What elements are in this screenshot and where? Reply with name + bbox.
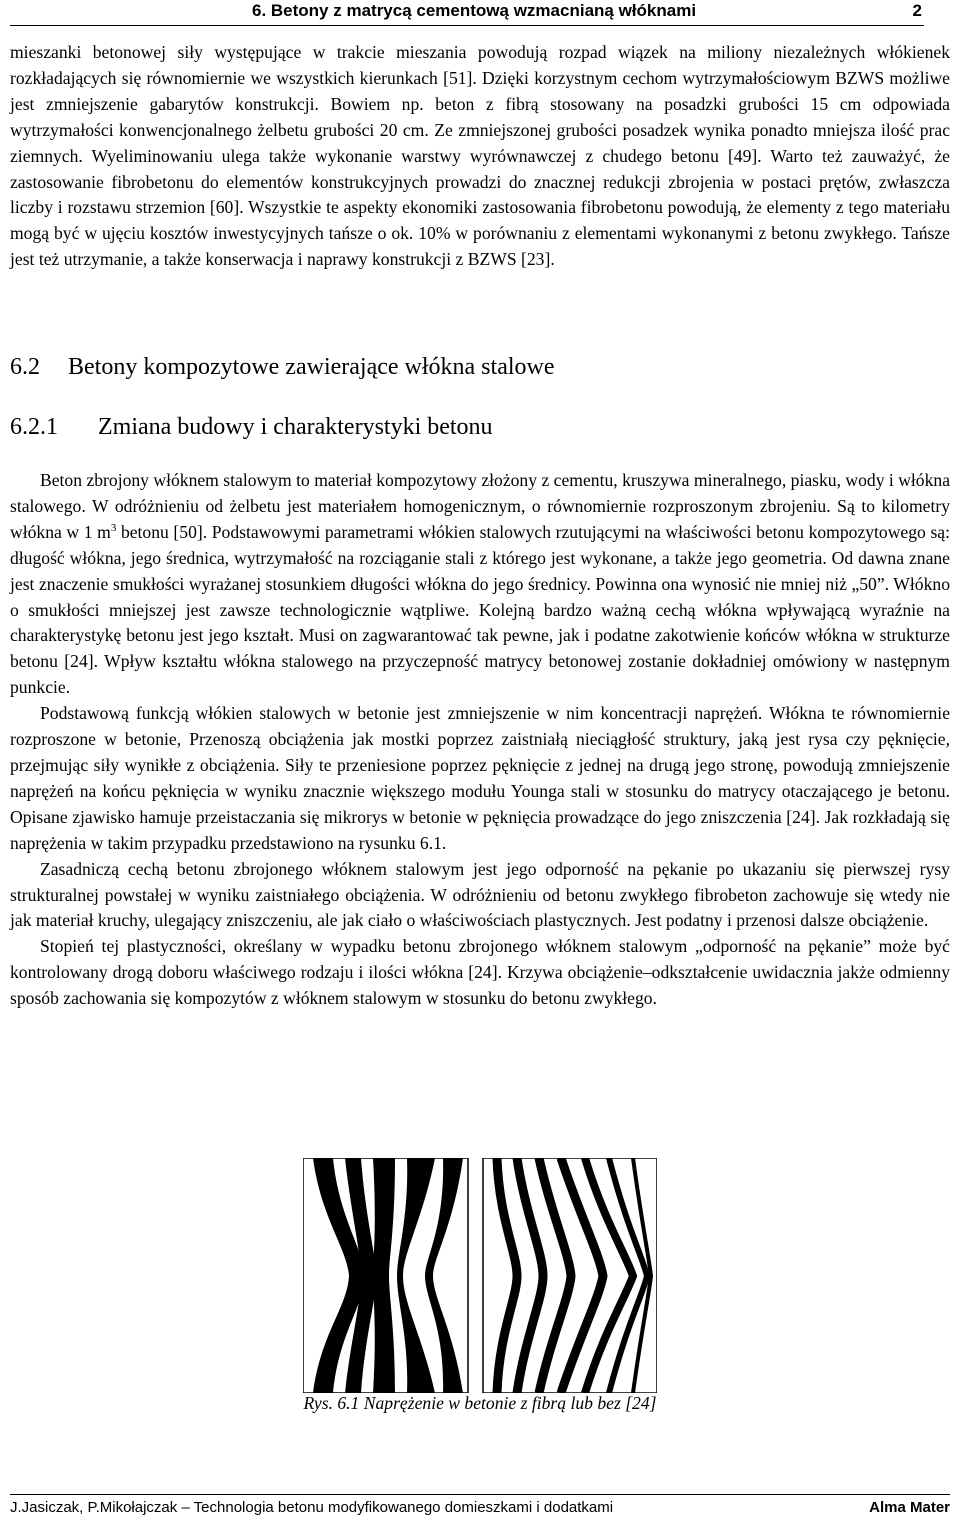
footer-publisher: Alma Mater (869, 1499, 950, 1516)
stress-flow-illustration (303, 1158, 657, 1393)
body-text-main (10, 468, 950, 1012)
page-header (10, 0, 924, 26)
body-text-top (10, 40, 950, 273)
paragraph: mieszanki betonowej siły występujące w trakcie mieszania powodują rozpad wiązek na miliony niezależnych włókienek rozkładających się równomiernie we wszystkich kierunkach [51]. Dzięki korzystnym cechom wytrzymałościowym BZWS możliwe jest zmniejszenie gabarytów konstrukcji. Bowiem np. beton z fibrą stosowany na posadzki grubości 15 cm odpowiada wytrzymałości konwencjonalnego żelbetu grubości 20 cm. Ze zmniejszonej grubości posadzek wynika ponadto mniejsza ilość prac ziemnych. Wyeliminowaniu ulega także wykonanie warstwy wyrównawczej z chudego betonu [49]. Warto też zauważyć, że zastosowanie fibrobetonu do elementów konstrukcyjnych prowadzi do znacznej redukcji zbrojenia w postaci prętów, zwłaszcza liczby i rozstawu strzemion [60]. Wszystkie te aspekty ekonomiki zastosowania fibrobetonu powodują, że elementy z tego materiału mogą być w ujęciu kosztów inwestycyjnych tańsze o ok. 10% w porównaniu z elementami wykonanymi z betonu zwykłego. Tańsze jest też utrzymanie, a także konserwacja i naprawy konstrukcji z BZWS [23]. (10, 42, 950, 270)
footer-authors: J.Jasiczak, P.Mikołajczak – Technologia betonu modyfikowanego domieszkami i dodatkami (10, 1499, 614, 1516)
figure-stress-diagram (303, 1158, 657, 1393)
page-number: 2 (912, 1, 922, 20)
paragraph: Podstawową funkcją włókien stalowych w betonie jest zmniejszenie w nim koncentracji naprężeń. Włókna te równomiernie rozproszone w betonie, Przenoszą obciążenia jak mostki poprzez zaistniałą nieciągłość struktury, jaką jest rysa czy pęknięcie, przejmując siły wynikłe z obciążenia. Siły te przeniesione poprzez pęknięcie z jednej na drugą jego stronę, powodują zmniejszenie naprężeń na końcu pęknięcia w wyniku znacznie większego modułu Younga stali w stosunku do matrycy otaczającego je betonu. Opisane zjawisko hamuje przeistaczania się mikrorys w betonie w pęknięcia prowadzące do jego zniszczenia [24]. Jak rozkładają się naprężenia w takim przypadku przedstawiono na rysunku 6.1. (10, 703, 950, 853)
section-title: Betony kompozytowe zawierające włókna stalowe (68, 354, 555, 380)
chapter-title: 6. Betony z matrycą cementową wzmacnianą włóknami (252, 1, 697, 20)
section-number: 6.2 (10, 354, 40, 380)
paragraph-text: Beton zbrojony włóknem stalowym to materiał kompozytowy złożony z cementu, kruszywa mineralnego, piasku, wody i włókna stalowego. W odróżnieniu od żelbetu jest materiałem homogenicznym, o równomiernie rozproszonym zbrojeniu. Są to kilometry włókna w 1 m (10, 470, 950, 542)
subsection-heading (10, 414, 493, 441)
paragraph-text: betonu [50]. Podstawowymi parametrami włókien stalowych rzutującymi na właściwości betonu kompozytowego są: długość włókna, jego średnica, wytrzymałość na rozciąganie stali z którego jest wykonane, a także jego geometria. Od dawna znane jest znaczenie smukłości wyrażanej stosunkiem długości włókna do jego średnicy. Powinna ona wynosić nie mniej niż „50”. Włókno o smukłości mniejszej jest zawsze technologicznie wątpliwe. Kolejną bardzo ważną cechą włókna wpływającą wyraźnie na charakterystykę betonu jest jego kształt. Musi on zagwarantować tak pewne, jak i podatne zakotwienie końców włókna w strukturze betonu [24]. Wpływ kształtu włókna stalowego na przyczepność matrycy betonowej zostanie dokładniej omówiony w następnym punkcie. (10, 521, 950, 698)
figure-caption: Rys. 6.1 Naprężenie w betonie z fibrą lub bez [24] (303, 1393, 657, 1413)
page-footer (10, 1494, 950, 1516)
subsection-title: Zmiana budowy i charakterystyki betonu (98, 414, 493, 440)
superscript: 3 (110, 521, 117, 534)
paragraph: Stopień tej plastyczności, określany w wypadku betonu zbrojonego włóknem stalowym „odporność na pękanie” może być kontrolowany drogą doboru właściwego rodzaju i ilości włókna [24]. Krzywa obciążenie–odkształcenie uwidacznia jakże odmienny sposób zachowania się kompozytów z włóknem stalowym w stosunku do betonu zwykłego. (10, 936, 950, 1009)
paragraph: Zasadniczą cechą betonu zbrojonego włóknem stalowym jest jego odporność na pękanie po ukazaniu się pierwszej rysy strukturalnej powstałej w wyniku zaistniałego obciążenia. W odróżnieniu od betonu zwykłego fibrobeton zachowuje się wtedy nie jak materiał kruchy, ulegający zniszczeniu, ale jak ciało o właściwościach plastycznych. Jest podatny i przenosi dalsze obciążenie. (10, 858, 950, 931)
subsection-number: 6.2.1 (10, 414, 58, 440)
paragraph (10, 468, 950, 701)
section-heading (10, 354, 555, 381)
